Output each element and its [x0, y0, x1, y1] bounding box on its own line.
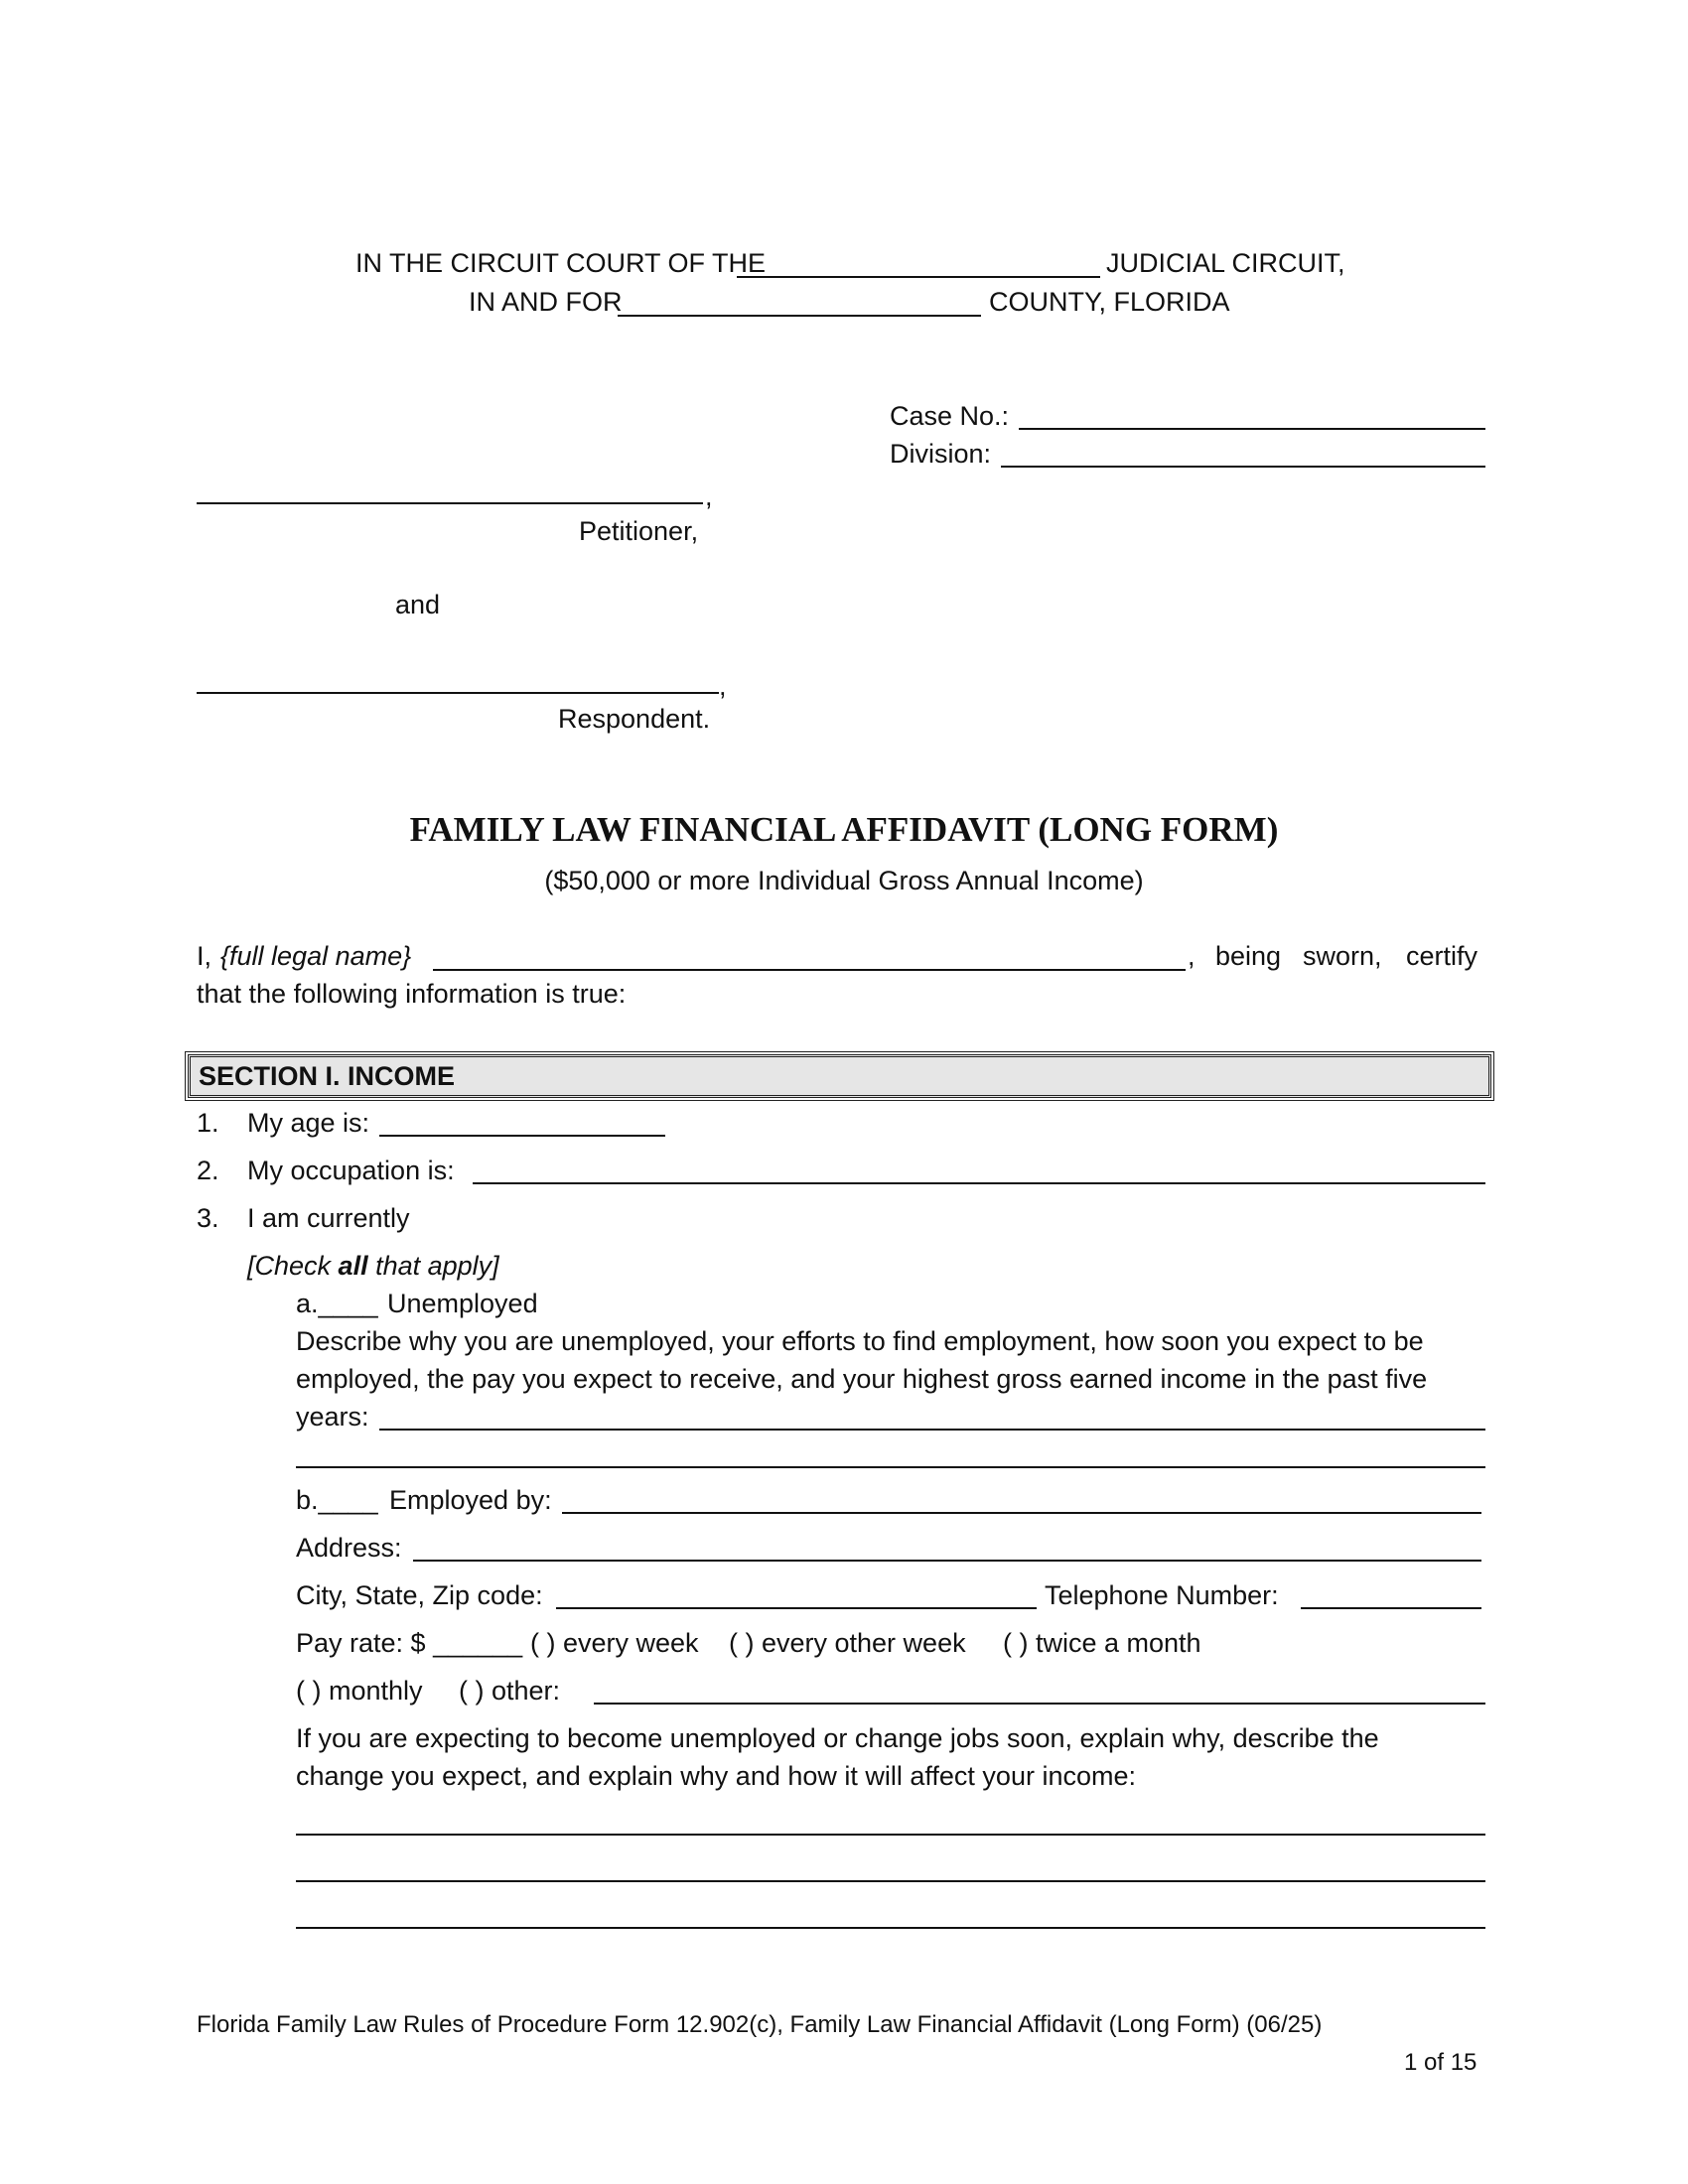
respondent-name-field[interactable] [197, 692, 719, 694]
item1-number: 1. [197, 1108, 219, 1138]
footer-page-number: 1 of 15 [1404, 2049, 1477, 2076]
item2-number: 2. [197, 1156, 219, 1185]
court-line2-left: IN AND FOR [469, 287, 623, 317]
telephone-field[interactable] [1301, 1607, 1481, 1609]
occupation-field[interactable] [473, 1182, 1485, 1184]
form-subtitle: ($50,000 or more Individual Gross Annual Income) [544, 866, 1144, 895]
unemployed-checkbox[interactable]: a.____ [296, 1289, 378, 1318]
pay-twice-a-month-option[interactable]: ( ) twice a month [1003, 1628, 1201, 1658]
court-line1-right: JUDICIAL CIRCUIT, [1106, 248, 1345, 278]
item3-label: I am currently [247, 1203, 410, 1233]
intro-being: being [1215, 941, 1282, 971]
telephone-label: Telephone Number: [1045, 1580, 1279, 1610]
respondent-comma: , [719, 671, 727, 701]
footer-form-reference: Florida Family Law Rules of Procedure Form 12.902(c), Family Law Financial Affidavit (Long Form) (06/25) [197, 2011, 1323, 2038]
intro-line2: that the following information is true: [197, 979, 627, 1009]
check-all-hint: [Check all that apply] [247, 1251, 499, 1281]
intro-prefix: I, [197, 941, 212, 971]
unemployed-desc-line2: employed, the pay you expect to receive, and your highest gross earned income in the past five [296, 1364, 1428, 1394]
court-line2-right: COUNTY, FLORIDA [989, 287, 1230, 317]
petitioner-comma: , [705, 481, 713, 511]
intro-name-hint: {full legal name} [220, 941, 412, 971]
intro-sworn: sworn, [1303, 941, 1382, 971]
job-change-line2: change you expect, and explain why and how it will affect your income: [296, 1761, 1136, 1791]
employer-field[interactable] [562, 1512, 1481, 1514]
petitioner-label: Petitioner, [579, 516, 699, 546]
address-label: Address: [296, 1533, 402, 1563]
employed-by-label: Employed by: [389, 1485, 552, 1515]
pay-other-option[interactable]: ( ) other: [459, 1676, 561, 1706]
unemployed-explanation-field-2[interactable] [296, 1466, 1485, 1468]
employer-address-field[interactable] [413, 1560, 1481, 1562]
job-change-field-1[interactable] [296, 1834, 1485, 1836]
item1-label: My age is: [247, 1108, 370, 1138]
judicial-circuit-field[interactable] [737, 276, 1100, 278]
unemployed-label: Unemployed [387, 1289, 538, 1318]
city-state-zip-label: City, State, Zip code: [296, 1580, 543, 1610]
section-heading: SECTION I. INCOME [199, 1061, 456, 1091]
item2-label: My occupation is: [247, 1156, 455, 1185]
job-change-line1: If you are expecting to become unemployed or change jobs soon, explain why, describe the [296, 1723, 1379, 1753]
employed-checkbox[interactable]: b.____ [296, 1485, 378, 1515]
division-field[interactable] [1001, 466, 1485, 468]
petitioner-name-field[interactable] [197, 502, 703, 504]
unemployed-explanation-field-1[interactable] [379, 1429, 1485, 1431]
job-change-field-2[interactable] [296, 1880, 1485, 1882]
unemployed-desc-line1: Describe why you are unemployed, your efforts to find employment, how soon you expect to be [296, 1326, 1424, 1356]
court-line1-left: IN THE CIRCUIT COURT OF THE [355, 248, 767, 278]
pay-every-other-week-option[interactable]: ( ) every other week [729, 1628, 966, 1658]
and-label: and [395, 590, 441, 619]
intro-comma: , [1188, 941, 1196, 971]
division-label: Division: [890, 439, 992, 469]
item3-number: 3. [197, 1203, 219, 1233]
respondent-label: Respondent. [558, 704, 711, 734]
full-legal-name-field[interactable] [433, 969, 1186, 971]
pay-rate-label[interactable]: Pay rate: $ ______ [296, 1628, 523, 1658]
county-field[interactable] [618, 315, 981, 317]
pay-other-field[interactable] [594, 1703, 1485, 1705]
form-title: FAMILY LAW FINANCIAL AFFIDAVIT (LONG FORM) [409, 810, 1279, 849]
case-no-field[interactable] [1019, 428, 1485, 430]
pay-every-week-option[interactable]: ( ) every week [530, 1628, 699, 1658]
pay-monthly-option[interactable]: ( ) monthly [296, 1676, 423, 1706]
intro-certify: certify [1406, 941, 1478, 971]
age-field[interactable] [379, 1135, 665, 1137]
job-change-field-3[interactable] [296, 1927, 1485, 1929]
section-heading-box [188, 1054, 1491, 1098]
city-state-zip-field[interactable] [556, 1607, 1037, 1609]
unemployed-desc-line3: years: [296, 1402, 369, 1432]
case-no-label: Case No.: [890, 401, 1010, 431]
